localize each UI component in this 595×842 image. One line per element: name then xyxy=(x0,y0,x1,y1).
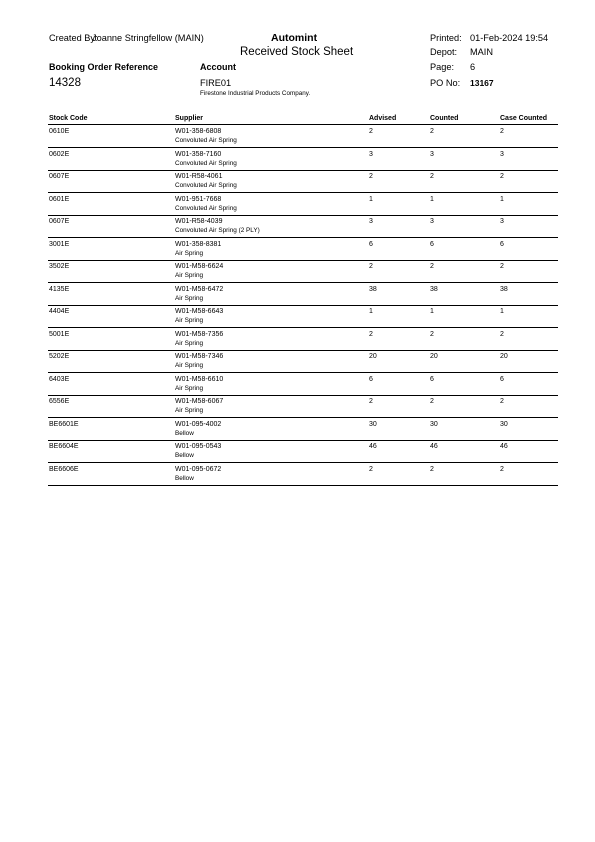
case-counted-qty: 2 xyxy=(500,465,504,473)
item-description: Air Spring xyxy=(175,294,204,302)
supplier-code: W01-M58-6643 xyxy=(175,308,224,315)
table-row xyxy=(0,170,595,193)
column-header-stock-code: Stock Code xyxy=(49,115,88,122)
supplier-code: W01-M58-6610 xyxy=(175,375,224,383)
case-counted-qty: 38 xyxy=(500,285,508,293)
depot-label: Depot: xyxy=(430,47,458,57)
table-row xyxy=(0,260,595,283)
case-counted-qty: 20 xyxy=(500,353,508,360)
table-row xyxy=(0,373,595,396)
table-row xyxy=(0,418,595,441)
stock-code: 0610E xyxy=(49,128,70,135)
table-row xyxy=(0,215,595,238)
po-number: 13167 xyxy=(470,78,494,88)
stock-code: 0601E xyxy=(49,195,70,203)
account-code: FIRE01 xyxy=(200,78,232,88)
supplier-code: W01-358-6808 xyxy=(175,128,222,135)
depot-value: MAIN xyxy=(470,47,493,57)
advised-qty: 1 xyxy=(369,308,373,315)
stock-code: 0607E xyxy=(49,173,70,180)
item-description: Convoluted Air Spring (2 PLY) xyxy=(175,227,260,234)
stock-code: 5202E xyxy=(49,353,70,360)
supplier-code: W01-951-7668 xyxy=(175,195,222,203)
supplier-code: W01-M58-7356 xyxy=(175,330,224,338)
item-description: Air Spring xyxy=(175,317,204,324)
item-description: Air Spring xyxy=(175,362,204,369)
advised-qty: 1 xyxy=(369,195,373,203)
counted-qty: 1 xyxy=(430,195,434,203)
case-counted-qty: 1 xyxy=(500,308,504,315)
counted-qty: 30 xyxy=(430,420,438,428)
advised-qty: 6 xyxy=(369,240,373,248)
column-header-counted: Counted xyxy=(430,115,459,122)
advised-qty: 46 xyxy=(369,443,377,450)
counted-qty: 1 xyxy=(430,308,434,315)
item-description: Bellow xyxy=(175,429,194,437)
supplier-code: W01-358-7160 xyxy=(175,150,222,158)
counted-qty: 2 xyxy=(430,398,434,405)
case-counted-qty: 6 xyxy=(500,375,504,383)
table-row xyxy=(0,463,595,486)
advised-qty: 38 xyxy=(369,285,377,293)
case-counted-qty: 3 xyxy=(500,218,504,225)
created-by-value: Joanne Stringfellow (MAIN) xyxy=(92,33,204,43)
table-row xyxy=(0,305,595,328)
counted-qty: 2 xyxy=(430,465,434,473)
account-label: Account xyxy=(200,62,236,72)
item-description: Air Spring xyxy=(175,339,204,347)
counted-qty: 2 xyxy=(430,263,434,270)
table-row xyxy=(0,125,595,148)
advised-qty: 3 xyxy=(369,218,373,225)
table-row xyxy=(0,395,595,418)
supplier-code: W01-R58-4039 xyxy=(175,218,223,225)
advised-qty: 2 xyxy=(369,173,373,180)
case-counted-qty: 2 xyxy=(500,263,504,270)
stock-code: 3001E xyxy=(49,240,70,248)
company-name: Automint xyxy=(271,32,318,44)
account-name: Firestone Industrial Products Company. xyxy=(200,90,311,97)
supplier-code: W01-M58-6624 xyxy=(175,263,224,270)
column-header-supplier: Supplier xyxy=(175,115,204,122)
case-counted-qty: 1 xyxy=(500,195,504,203)
supplier-code: W01-095-0543 xyxy=(175,443,222,450)
counted-qty: 2 xyxy=(430,128,434,135)
advised-qty: 20 xyxy=(369,353,377,360)
sheet-title: Received Stock Sheet xyxy=(240,46,354,58)
supplier-code: W01-358-8381 xyxy=(175,240,222,248)
counted-qty: 3 xyxy=(430,218,434,225)
item-description: Air Spring xyxy=(175,249,204,257)
stock-code: 5001E xyxy=(49,330,70,338)
advised-qty: 30 xyxy=(369,420,377,428)
case-counted-qty: 2 xyxy=(500,398,504,405)
stock-code: 6556E xyxy=(49,398,70,405)
advised-qty: 6 xyxy=(369,375,373,383)
case-counted-qty: 30 xyxy=(500,420,508,428)
stock-code: BE6606E xyxy=(49,465,79,473)
case-counted-qty: 2 xyxy=(500,330,504,338)
counted-qty: 3 xyxy=(430,150,434,158)
supplier-code: W01-095-0672 xyxy=(175,465,222,473)
advised-qty: 2 xyxy=(369,263,373,270)
table-row xyxy=(0,350,595,373)
advised-qty: 3 xyxy=(369,150,373,158)
case-counted-qty: 2 xyxy=(500,128,504,135)
counted-qty: 46 xyxy=(430,443,438,450)
page-number: 6 xyxy=(470,62,476,72)
row-divider xyxy=(48,485,558,486)
po-label: PO No: xyxy=(430,78,461,88)
item-description: Convoluted Air Spring xyxy=(175,182,237,189)
stock-code: 6403E xyxy=(49,375,70,383)
counted-qty: 20 xyxy=(430,353,438,360)
item-description: Convoluted Air Spring xyxy=(175,137,237,144)
counted-qty: 2 xyxy=(430,173,434,180)
printed-value: 01-Feb-2024 19:54 xyxy=(470,33,549,43)
supplier-code: W01-R58-4061 xyxy=(175,173,223,180)
stock-code: BE6601E xyxy=(49,420,79,428)
advised-qty: 2 xyxy=(369,330,373,338)
stock-code: 0602E xyxy=(49,150,70,158)
item-description: Convoluted Air Spring xyxy=(175,159,237,167)
booking-order-label: Booking Order Reference xyxy=(49,62,159,72)
stock-code: 0607E xyxy=(49,218,70,225)
counted-qty: 2 xyxy=(430,330,434,338)
counted-qty: 6 xyxy=(430,375,434,383)
item-description: Air Spring xyxy=(175,407,204,414)
column-header-advised: Advised xyxy=(369,115,397,122)
created-by-label: Created By: xyxy=(49,33,98,43)
item-description: Bellow xyxy=(175,474,194,482)
item-description: Air Spring xyxy=(175,272,204,279)
advised-qty: 2 xyxy=(369,398,373,405)
supplier-code: W01-M58-6067 xyxy=(175,398,224,405)
case-counted-qty: 6 xyxy=(500,240,504,248)
case-counted-qty: 3 xyxy=(500,150,504,158)
page-label: Page: xyxy=(430,62,455,72)
stock-code: 4404E xyxy=(49,308,70,315)
stock-code: BE6604E xyxy=(49,443,79,450)
table-row xyxy=(0,238,595,261)
counted-qty: 38 xyxy=(430,285,438,293)
item-description: Convoluted Air Spring xyxy=(175,204,237,212)
case-counted-qty: 46 xyxy=(500,443,508,450)
printed-label: Printed: xyxy=(430,33,462,43)
stock-code: 4135E xyxy=(49,285,70,293)
case-counted-qty: 2 xyxy=(500,173,504,180)
stock-code: 3502E xyxy=(49,263,70,270)
item-description: Bellow xyxy=(175,452,194,459)
supplier-code: W01-M58-7346 xyxy=(175,353,224,360)
table-row xyxy=(0,148,595,171)
advised-qty: 2 xyxy=(369,128,373,135)
booking-order-reference: 14328 xyxy=(49,77,81,89)
table-row xyxy=(0,193,595,216)
table-row xyxy=(0,328,595,351)
counted-qty: 6 xyxy=(430,240,434,248)
item-description: Air Spring xyxy=(175,384,204,392)
supplier-code: W01-095-4002 xyxy=(175,420,222,428)
table-row xyxy=(0,440,595,463)
advised-qty: 2 xyxy=(369,465,373,473)
table-row xyxy=(0,283,595,306)
column-header-case-counted: Case Counted xyxy=(500,115,548,122)
supplier-code: W01-M58-6472 xyxy=(175,285,224,293)
